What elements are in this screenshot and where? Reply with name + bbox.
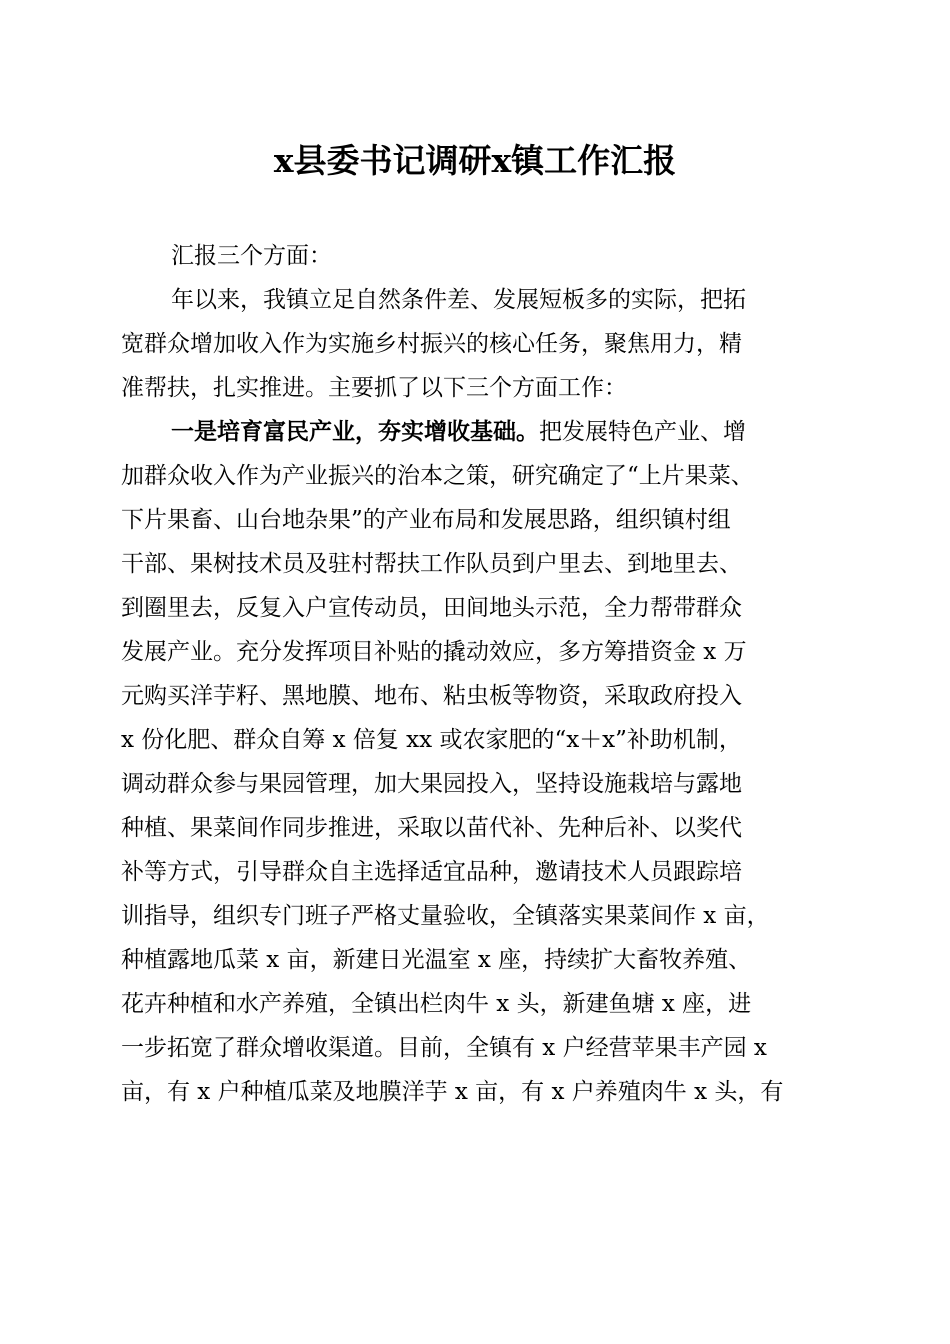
para2-line: 调动群众参与果园管理，加大果园投入，坚持设施栽培与露地 — [121, 771, 742, 797]
document-body — [121, 234, 841, 1114]
para2-heading: 一是培育富民产业，夯实增收基础。 — [171, 418, 539, 445]
para1-line: 准帮扶，扎实推进。主要抓了以下三个方面工作： — [121, 375, 627, 401]
para2-line: 种植露地瓜菜 x 亩，新建日光温室 x 座，持续扩大畜牧养殖、 — [121, 947, 752, 973]
para2-line: 加群众收入作为产业振兴的治本之策，研究确定了“上片果菜、 — [121, 463, 754, 489]
para2-line: 种植、果菜间作同步推进，采取以苗代补、先种后补、以奖代 — [121, 815, 742, 841]
intro-line: 汇报三个方面： — [171, 243, 332, 269]
para2-line: 干部、果树技术员及驻村帮扶工作队员到户里去、到地里去、 — [121, 551, 742, 577]
para1-line: 年以来，我镇立足自然条件差、发展短板多的实际，把拓 — [171, 287, 746, 313]
para2-line: 训指导，组织专门班子严格丈量验收，全镇落实果菜间作 x 亩， — [121, 903, 770, 929]
para2-line: 发展产业。充分发挥项目补贴的撬动效应，多方筹措资金 x 万 — [121, 639, 747, 665]
para2-line: 花卉种植和水产养殖，全镇出栏肉牛 x 头，新建鱼塘 x 座，进 — [121, 991, 752, 1017]
para2-line: 一步拓宽了群众增收渠道。目前，全镇有 x 户经营苹果丰产园 x — [121, 1035, 767, 1061]
para2-line: 元购买洋芋籽、黑地膜、地布、粘虫板等物资，采取政府投入 — [121, 683, 742, 709]
para2-first-rest: 把发展特色产业、增 — [539, 419, 746, 445]
para2-line: 下片果畜、山台地杂果”的产业布局和发展思路，组织镇村组 — [121, 507, 731, 533]
para1-line: 宽群众增加收入作为实施乡村振兴的核心任务，聚焦用力，精 — [121, 331, 742, 357]
document-title: x县委书记调研x镇工作汇报 — [273, 141, 677, 180]
para2-line: x 份化肥、群众自筹 x 倍复 xx 或农家肥的“x＋x”补助机制， — [121, 727, 742, 753]
para2-line: 补等方式，引导群众自主选择适宜品种，邀请技术人员跟踪培 — [121, 859, 742, 885]
para2-line: 到圈里去，反复入户宣传动员，田间地头示范，全力帮带群众 — [121, 595, 742, 621]
para2-line: 亩，有 x 户种植瓜菜及地膜洋芋 x 亩，有 x 户养殖肉牛 x 头，有 — [121, 1079, 784, 1105]
para2-first-line — [121, 410, 841, 454]
